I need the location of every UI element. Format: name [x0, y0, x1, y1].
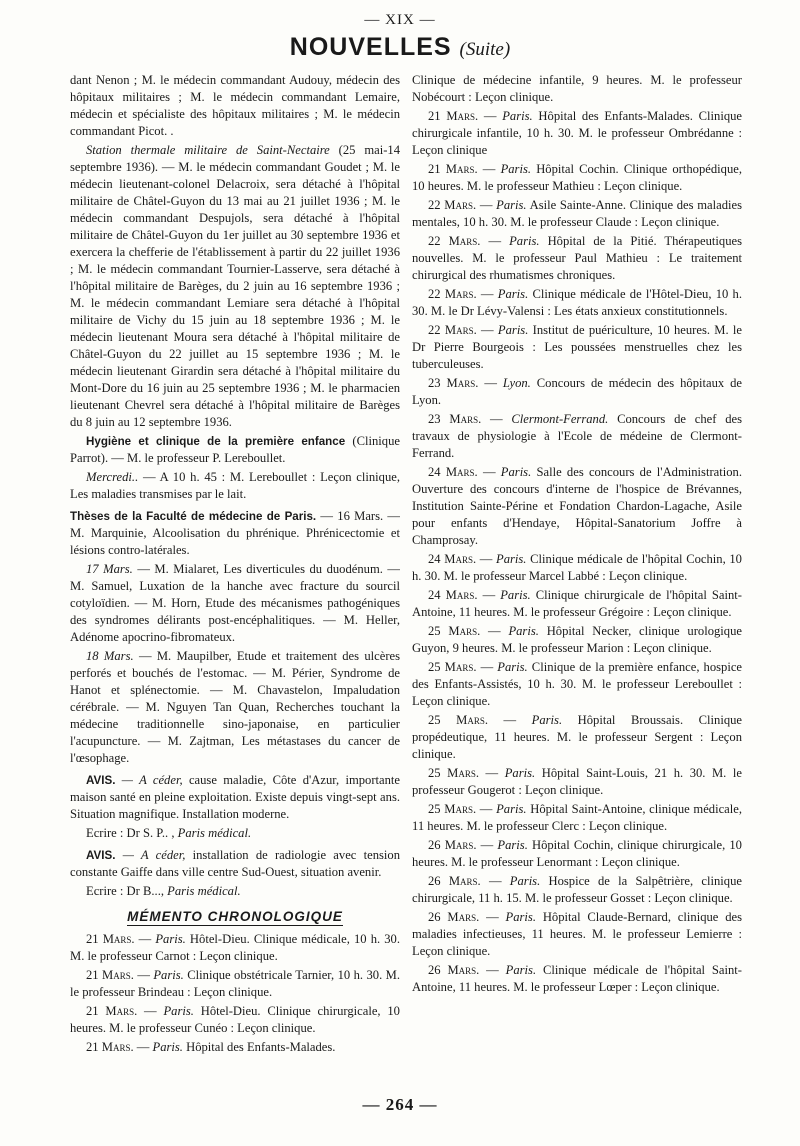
entry-date: 25 Mars. —: [428, 713, 517, 727]
advert-contact: [70, 825, 400, 842]
paragraph-lead: 17 Mars.: [86, 562, 133, 576]
memento-entry: [70, 1039, 400, 1056]
memento-entry: [412, 962, 742, 996]
paragraph-body: — A 10 h. 45 : M. Lereboullet : Leçon clinique, Les maladies transmises par le lait.: [70, 470, 400, 501]
memento-entry: [412, 623, 742, 657]
entry-city: Paris.: [505, 910, 536, 924]
entry-date: 24 Mars. —: [428, 465, 496, 479]
entry-city: Paris.: [163, 1004, 194, 1018]
advert-paragraph: [70, 772, 400, 823]
entry-body: Hôpital Necker, clinique urologique Guyon, 9 heures. M. le professeur Marion : Leçon clinique.: [412, 624, 742, 655]
entry-date: 25 Mars. —: [428, 624, 501, 638]
entry-date: 22 Mars. —: [428, 234, 502, 248]
advert-lead: AVIS.: [86, 774, 116, 787]
memento-heading-text: MÉMENTO CHRONOLOGIQUE: [127, 909, 343, 924]
paragraph-body: — M. Mialaret, Les diverticules du duodénum. — M. Samuel, Luxation de la hanche avec fracture du sourcil cotyloïdien. — M. Horn, Etude des mécanismes pathogéniques des syndromes délirants post-encéphalitiques. — M. Heller, Adénome apocrino-fibromateux.: [70, 562, 400, 644]
entry-city: Paris.: [153, 968, 184, 982]
memento-entry: [70, 967, 400, 1001]
entry-city: Paris.: [508, 624, 539, 638]
paragraph: [70, 142, 400, 431]
right-column: [412, 72, 742, 1090]
contact-publication: Paris médical.: [167, 884, 241, 898]
advert-em: — A céder,: [121, 773, 183, 787]
paragraph-lead: Station thermale militaire de Saint-Nectaire: [86, 143, 330, 157]
entry-date: 26 Mars. —: [428, 874, 502, 888]
entry-date: 22 Mars. —: [428, 198, 493, 212]
memento-entry: [412, 286, 742, 320]
entry-city: Paris.: [500, 588, 531, 602]
entry-city: Paris.: [497, 660, 528, 674]
entry-body: Clinique obstétricale Tarnier, 10 h. 30. M. le professeur Brindeau : Leçon clinique.: [70, 968, 400, 999]
entry-date: 23 Mars. —: [428, 376, 497, 390]
running-page-number: — XIX —: [364, 12, 436, 28]
memento-entry: [412, 873, 742, 907]
entry-date: 23 Mars. —: [428, 412, 503, 426]
entry-city: Paris.: [496, 198, 527, 212]
entry-body: Hôpital Cochin, clinique chirurgicale, 10 heures. M. le professeur Lenormant : Leçon clinique.: [412, 838, 742, 869]
entry-body: Concours de médecin des hôpitaux de Lyon.: [412, 376, 742, 407]
paragraph: [70, 648, 400, 767]
entry-date: 26 Mars. —: [428, 963, 499, 977]
entry-body: Hôpital de la Pitié. Thérapeutiques nouvelles. M. le professeur Paul Mathieu : Le traitement chirurgical des rhumatismes chroniques.: [412, 234, 742, 282]
entry-body: Clinique médicale de l'hôpital Saint-Antoine, 11 heures. M. le professeur Lœper : Leçon clinique.: [412, 963, 742, 994]
advert-lead: AVIS.: [86, 849, 116, 862]
memento-entry: [412, 765, 742, 799]
advert-body: installation de radiologie avec tension constante Gaiffe dans ville centre Sud-Ouest, situation avenir.: [70, 848, 400, 879]
entry-date: 21 Mars. —: [86, 1040, 150, 1054]
entry-date: 24 Mars. —: [428, 588, 496, 602]
page-folio: — 264 —: [362, 1095, 438, 1114]
paragraph: dant Nenon ; M. le médecin commandant Audouy, médecin des hôpitaux militaires ; M. le médecin commandant Lemaire, médecin et spécialiste des hôpitaux militaires ; M. le médecin commandant Picot. .: [70, 73, 400, 138]
entry-body: Asile Sainte-Anne. Clinique des maladies mentales, 10 h. 30. M. le professeur Claude : Leçon clinique.: [412, 198, 742, 229]
entry-city: Paris.: [531, 713, 563, 727]
paragraph: [70, 508, 400, 559]
memento-entry: [412, 551, 742, 585]
memento-heading: [70, 908, 400, 925]
entry-body: Clinique de la première enfance, hospice des Enfants-Assistés, 10 h. 30. M. le professeur Lereboullet : Leçon clinique.: [412, 660, 742, 708]
memento-entry: [412, 909, 742, 960]
paragraph: [70, 561, 400, 646]
entry-city: Paris.: [500, 162, 532, 176]
entry-body: Salle des concours de l'Administration. Ouverture des concours d'interne de l'hospice de Brévannes, Institution Sainte-Périne et Fondation Chardon-Lagache, Asile pour enfants d'Hendaye, Hôpital-Sanatorium Joffre à Champrosay.: [412, 465, 742, 547]
memento-entry: [412, 322, 742, 373]
paragraph-body: (Clinique Parrot). — M. le professeur P. Lereboullet.: [70, 434, 400, 465]
entry-body: Concours de chef des travaux de physiologie à l'Ecole de médeine de Clermont-Ferrand.: [412, 412, 742, 460]
entry-date: 21 Mars. —: [428, 162, 496, 176]
entry-city: Paris.: [504, 766, 536, 780]
entry-date: 26 Mars. —: [428, 910, 499, 924]
entry-date: 21 Mars. —: [86, 968, 150, 982]
memento-entry: [412, 659, 742, 710]
contact-publication: Paris médical.: [177, 826, 252, 840]
paragraph-body: (25 mai-14 septembre 1936). — M. le médecin commandant Goudet ; M. le médecin lieutenant-colonel Delacroix, sera détaché à l'hôpital militaire de Châtel-Guyon du 13 mai au 21 juillet 1936 ; M. le médecin commandant Despujols, sera détaché à l'hôpital militaire de Châtel-Guyon du 1er juillet au 30 septembre 1936 et exercera la chefferie de l'établissement à partir du 22 juillet 1936 ; M. le médecin commandant Tournier-Lasserve, sera détaché à l'hôpital militaire de Barèges, du 2 juin au 16 septembre 1936 ; M. le médecin commandant Lemiare sera détaché à l'hôpital militaire de Vichy du 15 juin au 18 septembre 1936 ; M. le médecin lieutenant Moura sera détaché à l'hôpital militaire de Châtel-Guyon du 22 juillet au 15 septembre 1936 ; M. le médecin lieutenant Girardin sera détaché à l'hôpital militaire du Mont-Dore du 16 juin au 25 septembre 1936 ; M. le pharmacien lieutenant Chevrel sera détaché à l'hôpital militaire de Barèges du 8 juin au 12 septembre 1936.: [70, 143, 400, 429]
entry-city: Paris.: [497, 323, 529, 337]
entry-city: Paris.: [500, 465, 532, 479]
entry-city: Paris.: [505, 963, 537, 977]
entry-date: 21 Mars. —: [86, 1004, 157, 1018]
entry-city: Paris.: [152, 1040, 183, 1054]
entry-date: 25 Mars. —: [428, 802, 493, 816]
entry-city: Lyon.: [502, 376, 531, 390]
entry-city: Paris.: [497, 287, 529, 301]
entry-body: Hôtel-Dieu. Clinique chirurgicale, 10 heures. M. le professeur Cunéo : Leçon clinique.: [70, 1004, 400, 1035]
entry-body: Hôpital Saint-Louis, 21 h. 30. M. le professeur Gougerot : Leçon clinique.: [412, 766, 742, 797]
paragraph-lead: Thèses de la Faculté de médecine de Paris.: [70, 510, 317, 523]
entry-body: Hôpital Saint-Antoine, clinique médicale, 11 heures. M. le professeur Clerc : Leçon clinique.: [412, 802, 742, 833]
memento-entry: [412, 108, 742, 159]
entry-body: Hôpital Broussais. Clinique propédeutique, 11 heures. M. le professeur Sergent : Leçon clinique.: [412, 713, 742, 761]
entry-body: Hôpital Cochin. Clinique orthopédique, 10 heures. M. le professeur Mathieu : Leçon clinique.: [412, 162, 742, 193]
entry-body: Institut de puériculture, 10 heures. M. le Dr Pierre Bourgeois : Les poussées menstruelles chez les tuberculeuses.: [412, 323, 742, 371]
title-main: NOUVELLES: [289, 33, 452, 61]
memento-entry: [412, 233, 742, 284]
advert-paragraph: [70, 847, 400, 881]
memento-entry: [412, 197, 742, 231]
title-suite: (Suite): [459, 39, 511, 60]
paragraph: [70, 433, 400, 467]
entry-body: Clinique chirurgicale de l'hôpital Saint-Antoine, 11 heures. M. le professeur Grégoire : Leçon clinique.: [412, 588, 742, 619]
entry-city: Paris.: [496, 552, 527, 566]
entry-date: 22 Mars. —: [428, 287, 494, 301]
entry-body: Hôpital Claude-Bernard, clinique des maladies infectieuses, 11 heures. M. le professeur Lemierre : Leçon clinique.: [412, 910, 742, 958]
entry-date: 26 Mars. —: [428, 838, 494, 852]
entry-city: Paris.: [496, 802, 527, 816]
contact-text: Ecrire : Dr B...,: [86, 884, 164, 898]
entry-date: 25 Mars. —: [428, 766, 499, 780]
contact-text: Ecrire : Dr S. P.. ,: [86, 826, 175, 840]
entry-date: 22 Mars. —: [428, 323, 494, 337]
advert-body: cause maladie, Côte d'Azur, importante maison santé en pleine exploitation. Existe depuis vingt-sept ans. Situation magnifique. Installation moderne.: [70, 773, 400, 821]
entry-body: Clinique médicale de l'Hôtel-Dieu, 10 h. 30. M. le Dr Lévy-Valensi : Les états anxieux constitutionnels.: [412, 287, 742, 318]
entry-city: Clermont-Ferrand.: [511, 412, 609, 426]
memento-entry: [412, 587, 742, 621]
advert-contact: [70, 883, 400, 900]
entry-date: 21 Mars. —: [428, 109, 497, 123]
memento-entry: [412, 375, 742, 409]
entry-body: Hospice de la Salpêtrière, clinique chirurgicale, 11 h. 15. M. le professeur Gosset : Leçon clinique.: [412, 874, 742, 905]
memento-entry: [412, 464, 742, 549]
memento-entry: [412, 837, 742, 871]
memento-entry: [412, 161, 742, 195]
memento-entry-continued: Clinique de médecine infantile, 9 heures. M. le professeur Nobécourt : Leçon clinique.: [412, 73, 742, 104]
entry-city: Paris.: [509, 874, 541, 888]
paragraph-body: — M. Maupilber, Etude et traitement des ulcères perforés et bouchés de l'estomac. — M. Périer, Syndrome de Hanot et splénectomie. — M. Chavastelon, Impaludation cérébrale. — M. Nguyen Tan Quan, Recherches touchant la médecine traditionnelle sino-japonaise, en particulier l'acupuncture. — M. Zajtman, Les métastases du cancer de l'œsophage.: [70, 649, 400, 765]
memento-entry: [70, 1003, 400, 1037]
entry-body: Hôpital des Enfants-Malades.: [186, 1040, 336, 1054]
entry-city: Paris.: [509, 234, 540, 248]
entry-date: 21 Mars. —: [86, 932, 152, 946]
entry-date: 25 Mars. —: [428, 660, 494, 674]
entry-city: Paris.: [497, 838, 528, 852]
entry-body: Hôtel-Dieu. Clinique médicale, 10 h. 30. M. le professeur Carnot : Leçon clinique.: [70, 932, 400, 963]
memento-entry: [412, 712, 742, 763]
paragraph-lead: 18 Mars.: [86, 649, 134, 663]
entry-body: Hôpital des Enfants-Malades. Clinique chirurgicale infantile, 10 h. 30. M. le professeur Ombrédanne : Leçon clinique: [412, 109, 742, 157]
paragraph-lead: Hygiène et clinique de la première enfance: [86, 435, 346, 448]
paragraph: [70, 469, 400, 503]
paragraph-lead: Mercredi..: [86, 470, 139, 484]
left-column: [70, 72, 400, 1090]
paragraph-body: — 16 Mars. — M. Marquinie, Alcoolisation du phrénique. Phrénicectomie et lésions contro-latérales.: [70, 509, 400, 557]
memento-entry: [412, 411, 742, 462]
memento-entry: [70, 931, 400, 965]
advert-em: — A céder,: [122, 848, 186, 862]
entry-city: Paris.: [155, 932, 186, 946]
page-title: [0, 33, 800, 64]
entry-city: Paris.: [502, 109, 533, 123]
entry-body: Clinique médicale de l'hôpital Cochin, 10 h. 30. M. le professeur Marcel Labbé : Leçon clinique.: [412, 552, 742, 583]
memento-entry: [412, 801, 742, 835]
entry-date: 24 Mars. —: [428, 552, 493, 566]
